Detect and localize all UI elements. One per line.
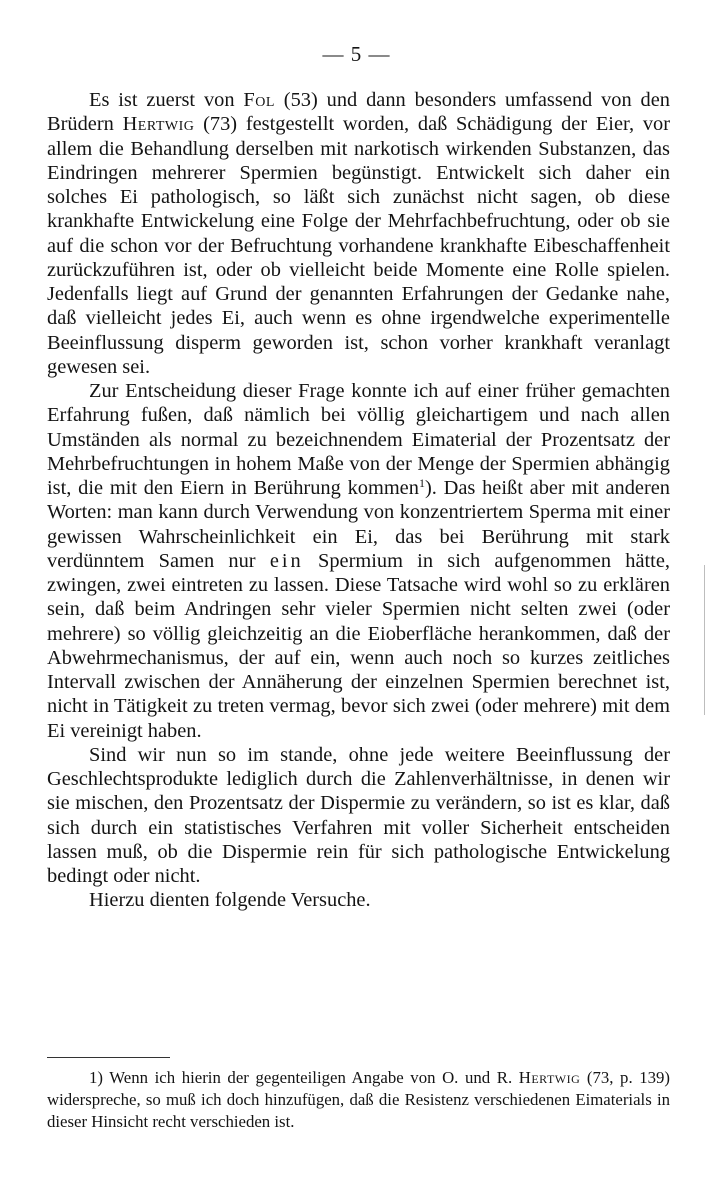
author-name-fol: Fol xyxy=(243,89,275,111)
paragraph-2 xyxy=(47,379,670,743)
body-text xyxy=(47,88,670,913)
paragraph-2-text-a: Zur Entscheidung dieser Frage konnte ich auf einer früher gemachten Erfahrung fußen, daß nämlich bei völlig gleichartigem und nach allen Umständen als normal zu bezeichnendem Eimaterial der Prozentsatz der Mehrbefruchtungen in hohem Maße von der Menge der Spermien abhängig ist, die mit den Eiern in Berührung kommen xyxy=(47,380,670,499)
footnote xyxy=(47,1067,670,1133)
footnote-separator xyxy=(47,1057,170,1058)
paragraph-1-text-a: Es ist zuerst von xyxy=(89,89,244,111)
author-name-hertwig: Hertwig xyxy=(122,113,195,136)
page-number: — 5 — xyxy=(322,42,391,66)
paragraph-1-text-c: (73) festgestellt worden, daß Schädigung der Eier, vor allem die Behandlung derselben mit narkotisch wirkenden Substanzen, das Eindringen mehrerer Spermien begünstigt. Entwickelt sich daher ein solches Ei pathologisch, so läßt sich zunächst nicht sagen, ob diese krankhafte Entwickelung eine Folge der Mehrfachbefruchtung, oder ob sie auf die schon vor der Befruchtung vorhandene krankhafte Eibeschaffenheit zurückzuführen ist, oder ob vielleicht beide Momente eine Rolle spielen. Jedenfalls liegt auf Grund der genannten Erfahrungen der Gedanke nahe, daß vielleicht jedes Ei, auch wenn es ohne irgendwelche experimentelle Beeinflussung disperm geworden ist, schon vorher krankhaft veranlagt gewesen sei. xyxy=(47,113,670,378)
paragraph-1-text-b: (53) und dann besonders umfassend von den Brüdern xyxy=(47,89,671,136)
paragraph-1 xyxy=(47,88,670,379)
paragraph-2-text-c: Spermium in sich aufgenommen hätte, zwingen, zwei eintreten zu lassen. Diese Tatsache wird wohl so zu erklären sein, daß beim Andringen sehr vieler Spermien nicht selten zwei (oder mehrere) so völlig gleichzeitig an die Eioberfläche herankommen, daß der Abwehrmechanismus, der auf ein, wenn auch noch so kurzes zeitliches Intervall zwischen der Annäherung der einzelnen Spermien berechnet ist, nicht in Tätigkeit zu treten vermag, bevor sich zwei (oder mehrere) mit dem Ei vereinigt haben. xyxy=(47,549,670,742)
emphasized-word-ein: ein xyxy=(269,549,304,572)
paragraph-2-text-b: ). Das heißt aber mit anderen Worten: man kann durch Verwendung von konzentriertem Sperma mit einer gewissen Wahrscheinlichkeit ein Ei, das bei Berührung mit stark verdünntem Samen nur xyxy=(47,477,670,572)
footnote-author-hertwig: Hertwig xyxy=(518,1068,581,1087)
paragraph-4: Hierzu dienten folgende Versuche. xyxy=(89,889,371,912)
footnote-text-a: 1) Wenn ich hierin der gegenteiligen Angabe von O. und R. xyxy=(89,1068,519,1087)
paragraph-3: Sind wir nun so im stande, ohne jede weitere Beeinflussung der Geschlechtsprodukte lediglich durch die Zahlenverhältnisse, in denen wir sie mischen, den Prozentsatz der Dispermie zu verändern, so ist es klar, daß sich durch ein statistisches Verfahren mit voller Sicherheit entscheiden lassen muß, ob die Dispermie rein für sich pathologische Entwickelung bedingt oder nicht. xyxy=(47,743,670,887)
margin-scan-line xyxy=(704,565,705,715)
footnote-text-b: (73, p. 139) widerspreche, so muß ich doch hinzufügen, daß die Resistenz verschiedenen Eimaterials in dieser Hinsicht recht verschieden ist. xyxy=(47,1068,670,1131)
footnote-reference: 1 xyxy=(418,476,425,490)
